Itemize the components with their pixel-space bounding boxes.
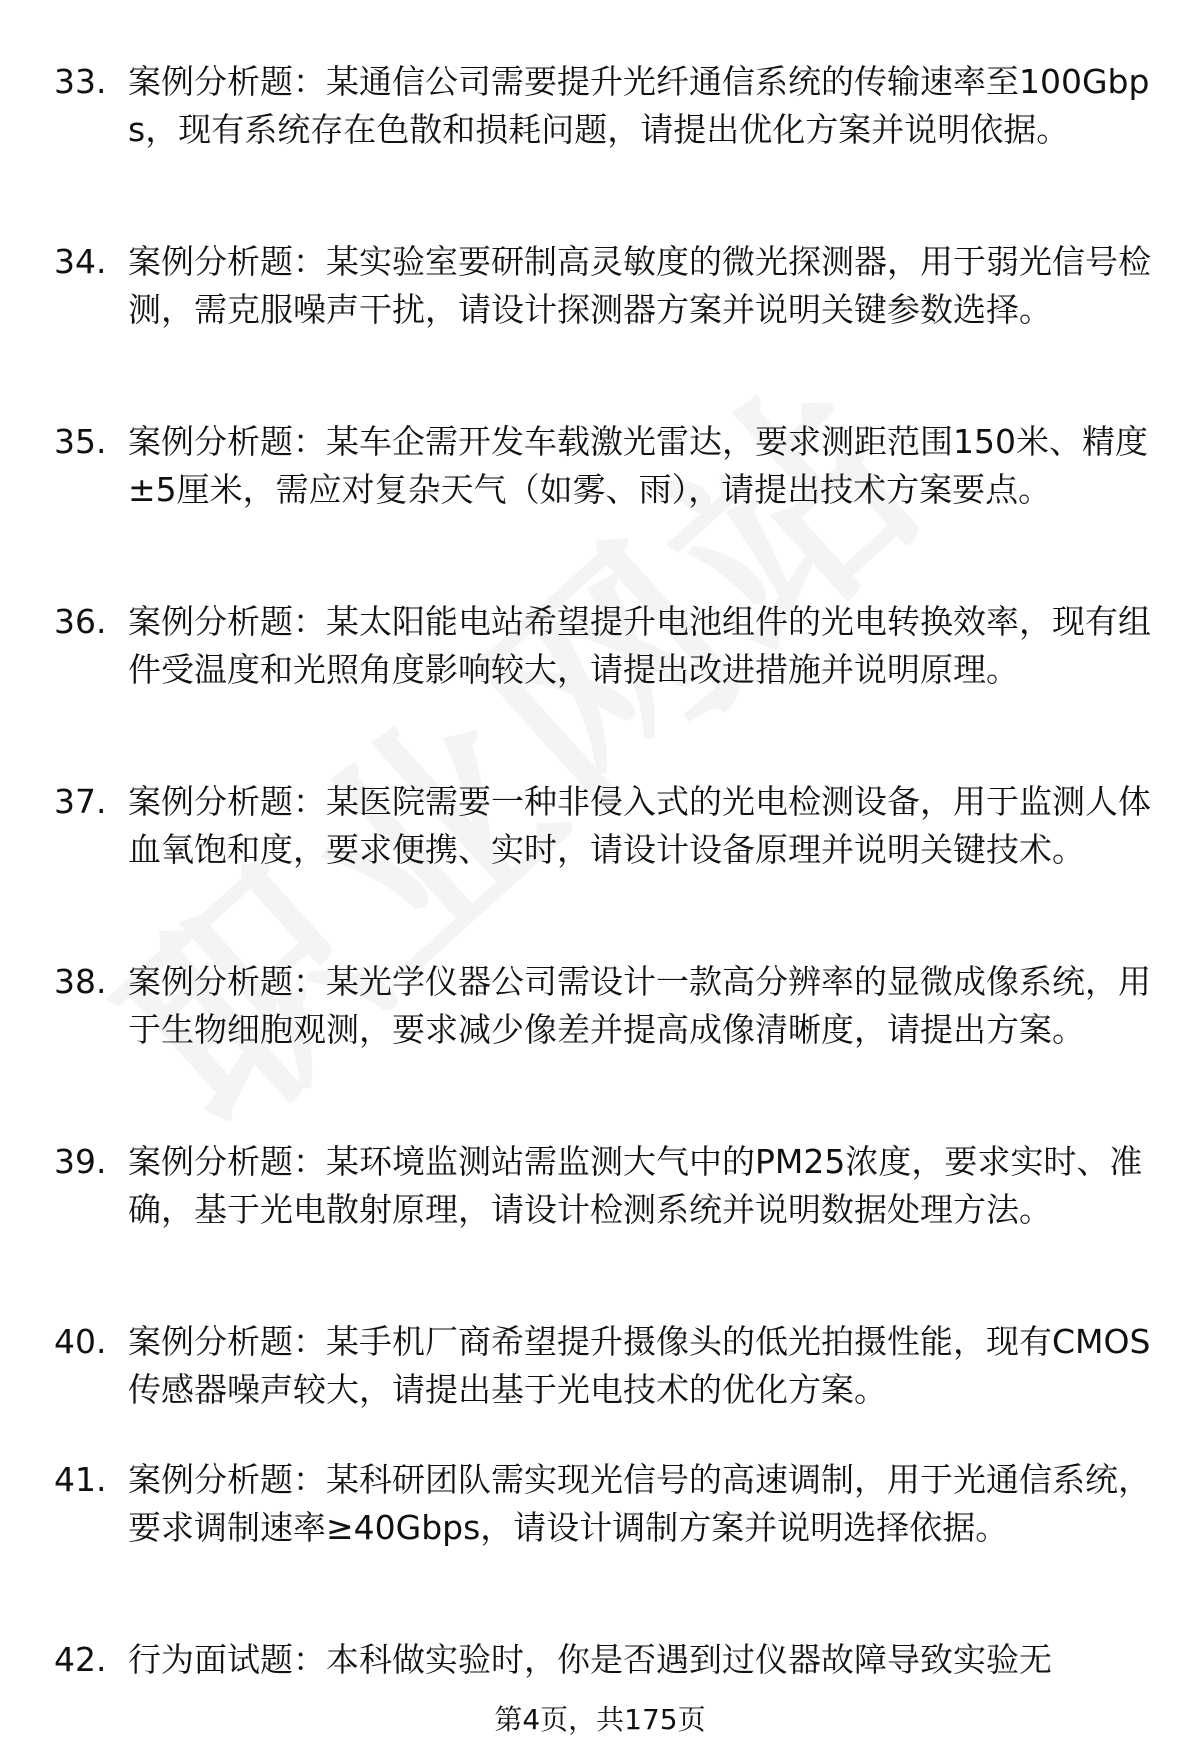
question-number: 38. — [54, 962, 107, 1001]
question-text: 案例分析题：某实验室要研制高灵敏度的微光探测器，用于弱光信号检测，需克服噪声干扰，请设计探测器方案并说明关键参数选择。 — [128, 242, 1151, 329]
question-number: 41. — [54, 1460, 107, 1499]
question-text: 案例分析题：某太阳能电站希望提升电池组件的光电转换效率，现有组件受温度和光照角度影响较大，请提出改进措施并说明原理。 — [128, 602, 1151, 689]
question-number: 34. — [54, 242, 107, 281]
question-item — [0, 1318, 1200, 1414]
question-item — [0, 58, 1200, 203]
question-text: 案例分析题：某科研团队需实现光信号的高速调制，用于光通信系统，要求调制速率≥40Gbps，请设计调制方案并说明选择依据。 — [128, 1460, 1151, 1547]
question-text: 案例分析题：某光学仪器公司需设计一款高分辨率的显微成像系统，用于生物细胞观测，要求减少像差并提高成像清晰度，请提出方案。 — [128, 962, 1151, 1049]
question-number: 42. — [54, 1640, 107, 1679]
question-text: 案例分析题：某手机厂商希望提升摄像头的低光拍摄性能，现有CMOS传感器噪声较大，请提出基于光电技术的优化方案。 — [128, 1322, 1151, 1409]
question-number: 33. — [54, 62, 107, 101]
question-text: 案例分析题：某通信公司需要提升光纤通信系统的传输速率至100Gbps，现有系统存在色散和损耗问题，请提出优化方案并说明依据。 — [128, 62, 1150, 149]
question-item — [0, 238, 1200, 383]
question-item — [0, 1138, 1200, 1283]
question-number: 35. — [54, 422, 107, 461]
question-text: 案例分析题：某车企需开发车载激光雷达，要求测距范围150米、精度±5厘米，需应对复杂天气（如雾、雨），请提出技术方案要点。 — [128, 422, 1148, 509]
question-item — [0, 778, 1200, 923]
question-item — [0, 598, 1200, 743]
page-footer: 第4页，共175页 — [494, 1703, 706, 1736]
question-list — [0, 58, 1200, 1731]
question-number: 37. — [54, 782, 107, 821]
question-item — [0, 1636, 1200, 1696]
question-item — [0, 1456, 1200, 1601]
question-item — [0, 958, 1200, 1103]
question-text: 行为面试题：本科做实验时，你是否遇到过仪器故障导致实验无 — [128, 1640, 1052, 1679]
question-number: 40. — [54, 1322, 107, 1361]
question-text: 案例分析题：某环境监测站需监测大气中的PM25浓度，要求实时、准确，基于光电散射原理，请设计检测系统并说明数据处理方法。 — [128, 1142, 1143, 1229]
question-item — [0, 418, 1200, 563]
question-number: 39. — [54, 1142, 107, 1181]
question-number: 36. — [54, 602, 107, 641]
question-text: 案例分析题：某医院需要一种非侵入式的光电检测设备，用于监测人体血氧饱和度，要求便携、实时，请设计设备原理并说明关键技术。 — [128, 782, 1151, 869]
